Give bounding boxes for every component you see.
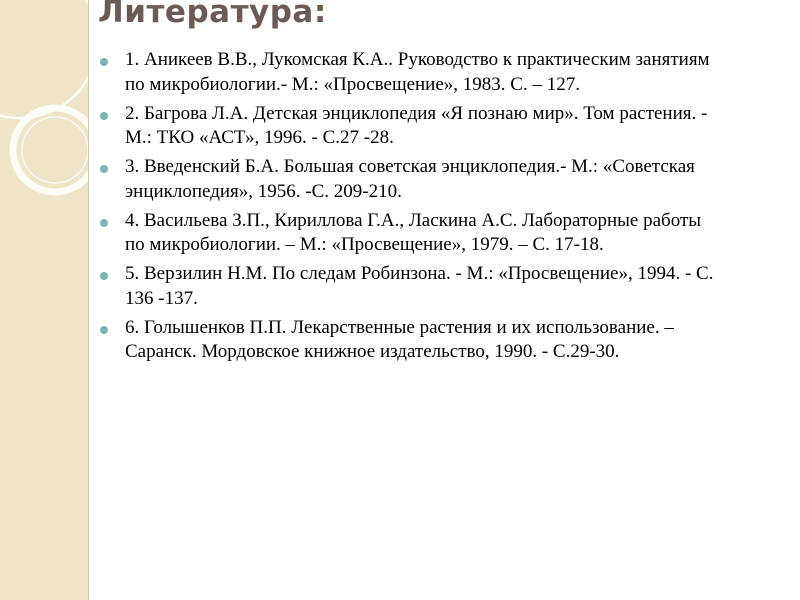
- reference-item: [100, 209, 720, 258]
- decorative-side-panel: [0, 0, 89, 600]
- bullet-icon: [100, 58, 108, 66]
- reference-item: [100, 102, 720, 151]
- bullet-icon: [100, 165, 108, 173]
- reference-text: 5. Верзилин Н.М. По следам Робинзона. - М.: «Просвещение», 1994. - С. 136 -137.: [125, 263, 714, 309]
- reference-text: 1. Аникеев В.В., Лукомская К.А.. Руководство к практическим занятиям по микробиологии.- М.: «Просвещение», 1983. С. – 127.: [125, 49, 710, 95]
- slide-title: Литература:: [98, 0, 327, 30]
- bullet-icon: [100, 219, 108, 227]
- reference-item: [100, 48, 720, 97]
- bullet-icon: [100, 272, 108, 280]
- reference-text: 3. Введенский Б.А. Большая советская энциклопедия.- М.: «Советская энциклопедия», 1956. -С. 209-210.: [125, 156, 695, 202]
- decorative-inner-ring: [22, 117, 88, 183]
- bullet-icon: [100, 112, 108, 120]
- reference-item: [100, 155, 720, 204]
- reference-text: 4. Васильева З.П., Кириллова Г.А., Ласкина А.С. Лабораторные работы по микробиологии. – М.: «Просвещение», 1979. – С. 17-18.: [125, 209, 702, 255]
- reference-text: 2. Багрова Л.А. Детская энциклопедия «Я познаю мир». Том растения. - М.: ТКО «АСТ», 1996. - С.27 -28.: [125, 102, 708, 148]
- reference-item: [100, 262, 720, 311]
- bullet-icon: [100, 326, 108, 334]
- reference-text: 6. Голышенков П.П. Лекарственные растения и их использование. – Саранск. Мордовское книжное издательство, 1990. - С.29-30.: [125, 316, 674, 362]
- decorative-ring: [13, 108, 89, 192]
- reference-list: [100, 48, 720, 369]
- decorative-circles: [0, 0, 89, 260]
- reference-item: [100, 316, 720, 365]
- decorative-large-circle: [0, 0, 89, 118]
